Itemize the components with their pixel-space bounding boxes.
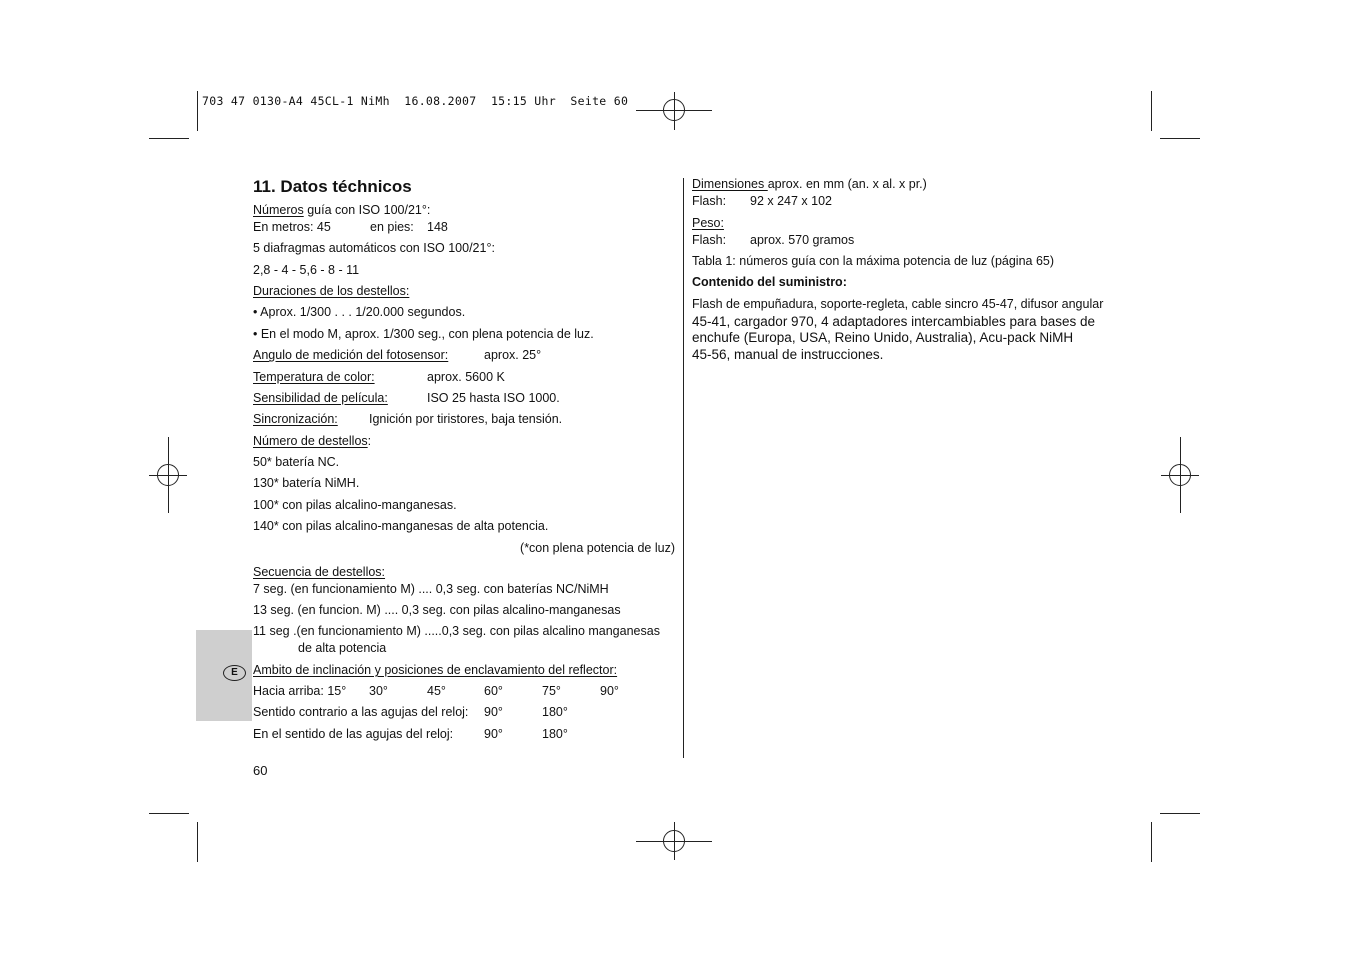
numeros-label: Números bbox=[253, 203, 304, 217]
destellos-item: 140* con pilas alcalino-manganesas de alta potencia. bbox=[253, 519, 549, 533]
sensibilidad-value: ISO 25 hasta ISO 1000. bbox=[427, 391, 560, 405]
duraciones-label: Duraciones de los destellos: bbox=[253, 284, 410, 298]
angulo-label: Angulo de medición del fotosensor: bbox=[253, 348, 449, 362]
peso-value: aprox. 570 gramos bbox=[750, 233, 855, 247]
arriba-value: 45° bbox=[427, 684, 446, 698]
crop-mark bbox=[197, 822, 198, 862]
crop-mark bbox=[1160, 813, 1200, 814]
diafragmas-values: 2,8 - 4 - 5,6 - 8 - 11 bbox=[253, 263, 360, 277]
duraciones-item: • En el modo M, aprox. 1/300 seg., con plena potencia de luz. bbox=[253, 327, 594, 341]
crop-mark bbox=[1151, 822, 1152, 862]
crop-mark bbox=[1151, 91, 1152, 131]
crop-mark bbox=[197, 91, 198, 131]
print-slug: 703 47 0130-A4 45CL-1 NiMh 16.08.2007 15:15 Uhr Seite 60 bbox=[202, 94, 629, 108]
dimensiones-rest: aprox. en mm (an. x al. x pr.) bbox=[767, 177, 927, 191]
contrario-value: 90° bbox=[484, 705, 503, 719]
destellos-note: (*con plena potencia de luz) bbox=[520, 541, 675, 555]
page-title: 11. Datos téchnicos bbox=[253, 177, 412, 196]
secuencia-item: 13 seg. (en funcion. M) .... 0,3 seg. con pilas alcalino-manganesas bbox=[253, 603, 621, 617]
contenido-label: Contenido del suministro: bbox=[692, 275, 847, 289]
arriba-value: 90° bbox=[600, 684, 619, 698]
temperatura-value: aprox. 5600 K bbox=[427, 370, 505, 384]
sentido-value: 180° bbox=[542, 727, 568, 741]
arriba-value: 60° bbox=[484, 684, 503, 698]
secuencia-item: 11 seg .(en funcionamiento M) .....0,3 seg. con pilas alcalino manganesas bbox=[253, 624, 660, 638]
duraciones-item: • Aprox. 1/300 . . . 1/20.000 segundos. bbox=[253, 305, 466, 319]
flash-label: Flash: bbox=[692, 194, 727, 208]
numero-destellos-colon: : bbox=[367, 434, 372, 448]
temperatura-label: Temperatura de color: bbox=[253, 370, 375, 384]
contrario-label: Sentido contrario a las agujas del reloj: bbox=[253, 705, 469, 719]
arriba-value: 30° bbox=[369, 684, 388, 698]
crop-mark bbox=[1160, 138, 1200, 139]
pies-value: 148 bbox=[427, 220, 448, 234]
numero-destellos-line bbox=[253, 434, 371, 449]
destellos-item: 100* con pilas alcalino-manganesas. bbox=[253, 498, 457, 512]
crop-mark bbox=[149, 138, 189, 139]
secuencia-label: Secuencia de destellos: bbox=[253, 565, 386, 579]
peso-flash-label: Flash: bbox=[692, 233, 727, 247]
sincronizacion-value: Ignición por tiristores, baja tensión. bbox=[369, 412, 563, 426]
crop-mark bbox=[149, 813, 189, 814]
contenido-line: 45-41, cargador 970, 4 adaptadores intercambiables para bases de bbox=[692, 314, 1096, 329]
secuencia-item-cont: de alta potencia bbox=[298, 641, 387, 655]
contenido-line: enchufe (Europa, USA, Reino Unido, Australia), Acu-pack NiMH bbox=[692, 330, 1074, 345]
pies-label: en pies: bbox=[370, 220, 414, 234]
ambito-label: Ambito de inclinación y posiciones de enclavamiento del reflector: bbox=[253, 663, 618, 677]
dimensiones-label: Dimensiones bbox=[692, 177, 768, 191]
sincronizacion-label: Sincronización: bbox=[253, 412, 338, 426]
arriba-value: 75° bbox=[542, 684, 561, 698]
diafragmas-text: 5 diafragmas automáticos con ISO 100/21°: bbox=[253, 241, 495, 255]
language-tab-letter: E bbox=[223, 665, 246, 681]
column-divider bbox=[683, 178, 684, 758]
metros-label: En metros: 45 bbox=[253, 220, 331, 234]
destellos-item: 50* batería NC. bbox=[253, 455, 340, 469]
peso-label: Peso: bbox=[692, 216, 724, 230]
page-number: 60 bbox=[253, 763, 268, 778]
sentido-value: 90° bbox=[484, 727, 503, 741]
arriba-label: Hacia arriba: 15° bbox=[253, 684, 347, 698]
flash-dims: 92 x 247 x 102 bbox=[750, 194, 833, 208]
tabla-note: Tabla 1: números guía con la máxima potencia de luz (página 65) bbox=[692, 254, 1055, 268]
numeros-line bbox=[253, 203, 430, 218]
sensibilidad-label: Sensibilidad de película: bbox=[253, 391, 388, 405]
numero-destellos-label: Número de destellos bbox=[253, 434, 368, 448]
secuencia-item: 7 seg. (en funcionamiento M) .... 0,3 seg. con baterías NC/NiMH bbox=[253, 582, 609, 596]
contrario-value: 180° bbox=[542, 705, 568, 719]
angulo-value: aprox. 25° bbox=[484, 348, 542, 362]
numeros-rest: guía con ISO 100/21°: bbox=[303, 203, 431, 217]
destellos-item: 130* batería NiMH. bbox=[253, 476, 360, 490]
sentido-label: En el sentido de las agujas del reloj: bbox=[253, 727, 454, 741]
dimensiones-line bbox=[692, 177, 927, 192]
contenido-line: 45-56, manual de instrucciones. bbox=[692, 347, 884, 362]
contenido-line: Flash de empuñadura, soporte-regleta, cable sincro 45-47, difusor angular bbox=[692, 297, 1104, 311]
